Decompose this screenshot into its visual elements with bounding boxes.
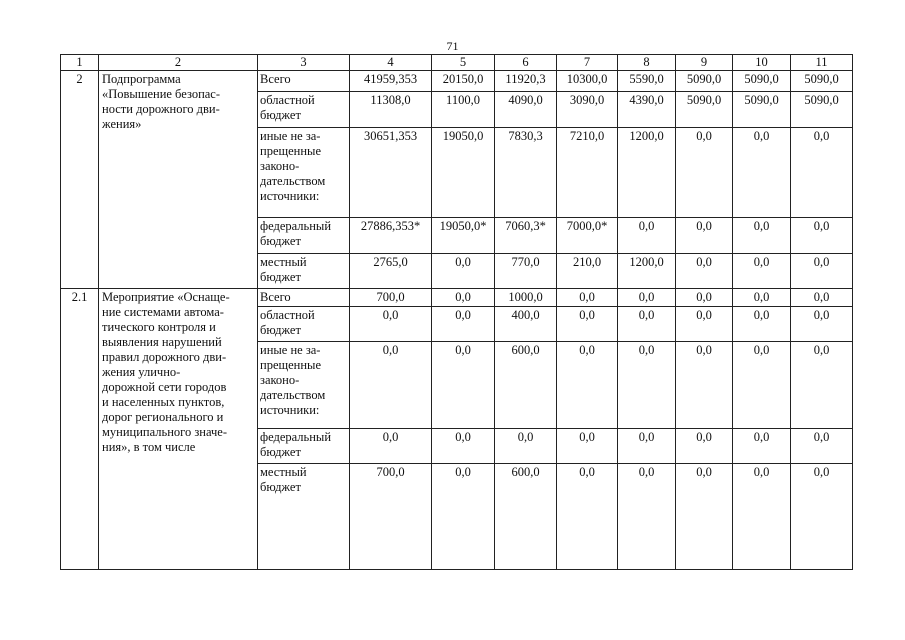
value-cell [495,307,557,342]
value-text: 0,0 [382,430,399,444]
value-cell [557,218,618,254]
value-cell [432,464,495,570]
value-cell [432,429,495,464]
header-cell: 2 [99,55,258,71]
value-cell [350,342,432,429]
value-text: 0,0 [696,255,712,269]
funding-source [258,71,350,92]
item-name-line: Мероприятие «Оснаще- [102,290,230,304]
value-text: 11308,0 [370,93,411,107]
value-text: 0,0 [813,430,830,444]
value-cell [557,289,618,307]
item-name-line: правил дорожного дви- [102,350,227,364]
value-cell [733,429,791,464]
value-cell [557,71,618,92]
value-cell [350,464,432,570]
value-text: 0,0 [455,308,471,322]
value-text: 5590,0 [629,72,664,86]
funding-source-line: прещенные [260,144,321,158]
value-text: 0,0 [696,308,712,322]
value-cell [350,289,432,307]
value-text: 41959,353 [363,72,418,86]
value-text: 0,0 [638,465,655,479]
funding-source-line: федеральный [260,430,332,444]
value-cell [733,464,791,570]
value-text: 3090,0 [569,93,605,107]
value-cell [733,289,791,307]
value-text: 7000,0* [566,219,608,233]
value-text: 5090,0 [686,93,722,107]
value-cell [791,307,853,342]
value-text: 5090,0 [804,93,839,107]
value-text: 0,0 [753,430,770,444]
value-cell [791,128,853,218]
row-number: 2 [61,71,99,289]
value-text: 400,0 [511,308,540,322]
value-cell [350,71,432,92]
funding-source-line: иные не за- [260,129,321,143]
header-cell: 1 [61,55,99,71]
funding-source-line: законо- [260,159,300,173]
value-cell [432,289,495,307]
value-text: 19050,0* [439,219,487,233]
value-cell [350,92,432,128]
value-cell [676,128,733,218]
value-cell [676,429,733,464]
value-text: 1000,0 [508,290,543,304]
table-row [61,289,853,307]
value-cell [557,254,618,289]
funding-source [258,342,350,429]
value-cell [432,128,495,218]
funding-source-line: областной [260,93,315,107]
value-text: 600,0 [511,465,540,479]
value-text: 0,0 [638,430,655,444]
funding-source-line: дательством [260,388,326,402]
header-cell: 4 [350,55,432,71]
value-text: 11920,3 [505,72,546,86]
value-text: 20150,0 [442,72,484,86]
value-cell [557,92,618,128]
value-text: 5090,0 [744,72,779,86]
funding-source-line: бюджет [260,323,301,337]
value-text: 0,0 [696,430,712,444]
table-row [61,71,853,92]
value-cell [432,92,495,128]
header-cell: 5 [432,55,495,71]
value-cell [432,342,495,429]
value-text: 700,0 [376,465,405,479]
funding-source [258,254,350,289]
funding-source-line: федеральный [260,219,332,233]
header-cell: 7 [557,55,618,71]
funding-source-line: бюджет [260,480,301,494]
value-cell [791,289,853,307]
value-text: 0,0 [753,219,770,233]
value-cell [791,254,853,289]
item-name-line: и населенных пунктов, [102,395,225,409]
header-cell: 6 [495,55,557,71]
value-cell [495,464,557,570]
value-cell [618,307,676,342]
funding-source [258,92,350,128]
value-text: 0,0 [696,290,712,304]
item-name-line: ния», в том числе [102,440,196,454]
value-cell [557,307,618,342]
funding-source-line: источники: [260,403,320,417]
item-name-line: муниципального значе- [102,425,228,439]
value-cell [557,464,618,570]
value-cell [618,254,676,289]
value-cell [676,218,733,254]
value-cell [676,92,733,128]
value-cell [791,218,853,254]
header-cell: 11 [791,55,853,71]
funding-source [258,464,350,570]
value-text: 4390,0 [629,93,664,107]
value-text: 0,0 [813,290,830,304]
value-cell [618,71,676,92]
value-cell [618,218,676,254]
item-name-line: ние системами автома- [102,305,224,319]
funding-source-line: местный [260,465,307,479]
value-cell [618,92,676,128]
value-text: 770,0 [511,255,540,269]
value-cell [676,464,733,570]
value-cell [618,289,676,307]
funding-source-line: Всего [260,72,291,86]
value-text: 0,0 [638,343,655,357]
value-cell [676,254,733,289]
value-cell [495,218,557,254]
value-cell [557,128,618,218]
value-cell [733,92,791,128]
value-cell [733,254,791,289]
value-text: 0,0 [638,219,655,233]
value-text: 0,0 [579,308,595,322]
value-cell [791,464,853,570]
value-cell [350,254,432,289]
value-cell [676,71,733,92]
value-text: 700,0 [376,290,405,304]
value-cell [618,342,676,429]
item-name [99,289,258,570]
item-name-line: дорог регионального и [102,410,224,424]
value-text: 7830,3 [508,129,543,143]
value-text: 5090,0 [686,72,722,86]
value-text: 0,0 [753,343,770,357]
value-text: 600,0 [511,343,540,357]
value-cell [495,254,557,289]
value-cell [791,429,853,464]
value-text: 0,0 [579,290,595,304]
value-text: 0,0 [753,255,770,269]
value-cell [733,218,791,254]
value-cell [676,307,733,342]
funding-source-line: местный [260,255,307,269]
value-text: 0,0 [455,465,471,479]
item-name [99,71,258,289]
value-text: 0,0 [579,430,595,444]
value-cell [495,342,557,429]
value-text: 4090,0 [508,93,543,107]
value-text: 0,0 [455,343,471,357]
header-cell: 10 [733,55,791,71]
value-text: 0,0 [813,129,830,143]
value-cell [557,342,618,429]
value-text: 10300,0 [566,72,608,86]
value-text: 210,0 [572,255,602,269]
header-row [61,55,853,71]
value-cell [432,254,495,289]
value-cell [618,128,676,218]
value-text: 0,0 [382,308,399,322]
value-text: 0,0 [455,430,471,444]
value-text: 1200,0 [629,129,664,143]
value-text: 0,0 [638,308,655,322]
funding-source [258,128,350,218]
funding-source-line: иные не за- [260,343,321,357]
value-text: 0,0 [696,219,712,233]
value-cell [791,71,853,92]
item-name-line: ности дорожного дви- [102,102,220,116]
value-text: 0,0 [696,465,712,479]
item-name-line: тического контроля и [102,320,216,334]
value-text: 5090,0 [804,72,839,86]
value-text: 0,0 [579,465,595,479]
value-text: 0,0 [455,290,471,304]
value-text: 0,0 [638,290,655,304]
value-cell [618,464,676,570]
value-text: 1200,0 [629,255,664,269]
funding-source-line: законо- [260,373,300,387]
value-cell [495,429,557,464]
value-text: 27886,353* [360,219,421,233]
value-text: 0,0 [455,255,471,269]
value-text: 0,0 [517,430,534,444]
value-text: 19050,0 [442,129,484,143]
value-text: 0,0 [813,343,830,357]
value-text: 5090,0 [744,93,779,107]
value-cell [791,92,853,128]
funding-source-line: дательством [260,174,326,188]
item-name-line: Подпрограмма [102,72,181,86]
funding-source-line: источники: [260,189,320,203]
value-cell [791,342,853,429]
value-cell [495,71,557,92]
value-text: 0,0 [753,308,770,322]
value-cell [495,92,557,128]
funding-source-line: бюджет [260,270,301,284]
item-name-line: жения» [102,117,142,131]
value-text: 1100,0 [446,93,480,107]
value-text: 0,0 [813,308,830,322]
value-cell [557,429,618,464]
value-text: 0,0 [813,255,830,269]
item-name-line: жения улично- [102,365,181,379]
header-cell: 9 [676,55,733,71]
value-text: 7060,3* [505,219,546,233]
header-cell: 3 [258,55,350,71]
value-cell [733,128,791,218]
item-name-line: дорожной сети городов [102,380,227,394]
value-cell [350,128,432,218]
item-name-line: выявления нарушений [102,335,222,349]
value-text: 0,0 [813,219,830,233]
value-cell [432,218,495,254]
value-text: 0,0 [753,290,770,304]
funding-source [258,307,350,342]
value-text: 0,0 [382,343,399,357]
value-cell [676,342,733,429]
funding-source-line: бюджет [260,234,301,248]
value-cell [495,128,557,218]
page-number: 71 [446,39,459,53]
funding-source [258,218,350,254]
value-text: 2765,0 [373,255,408,269]
value-cell [676,289,733,307]
value-text: 0,0 [753,465,770,479]
value-text: 30651,353 [363,129,418,143]
funding-source-line: Всего [260,290,291,304]
value-text: 7210,0 [569,129,605,143]
funding-source [258,289,350,307]
value-cell [495,289,557,307]
value-cell [432,307,495,342]
value-cell [350,218,432,254]
budget-table [60,54,853,570]
funding-source [258,429,350,464]
value-text: 0,0 [696,343,712,357]
funding-source-line: прещенные [260,358,321,372]
value-cell [350,429,432,464]
value-text: 0,0 [813,465,830,479]
item-name-line: «Повышение безопас- [102,87,221,101]
value-cell [733,342,791,429]
value-cell [350,307,432,342]
value-cell [733,307,791,342]
value-cell [432,71,495,92]
value-cell [618,429,676,464]
value-text: 0,0 [579,343,595,357]
value-text: 0,0 [753,129,770,143]
funding-source-line: областной [260,308,315,322]
row-number: 2.1 [61,289,99,570]
funding-source-line: бюджет [260,445,301,459]
header-cell: 8 [618,55,676,71]
funding-source-line: бюджет [260,108,301,122]
value-cell [733,71,791,92]
value-text: 0,0 [696,129,712,143]
